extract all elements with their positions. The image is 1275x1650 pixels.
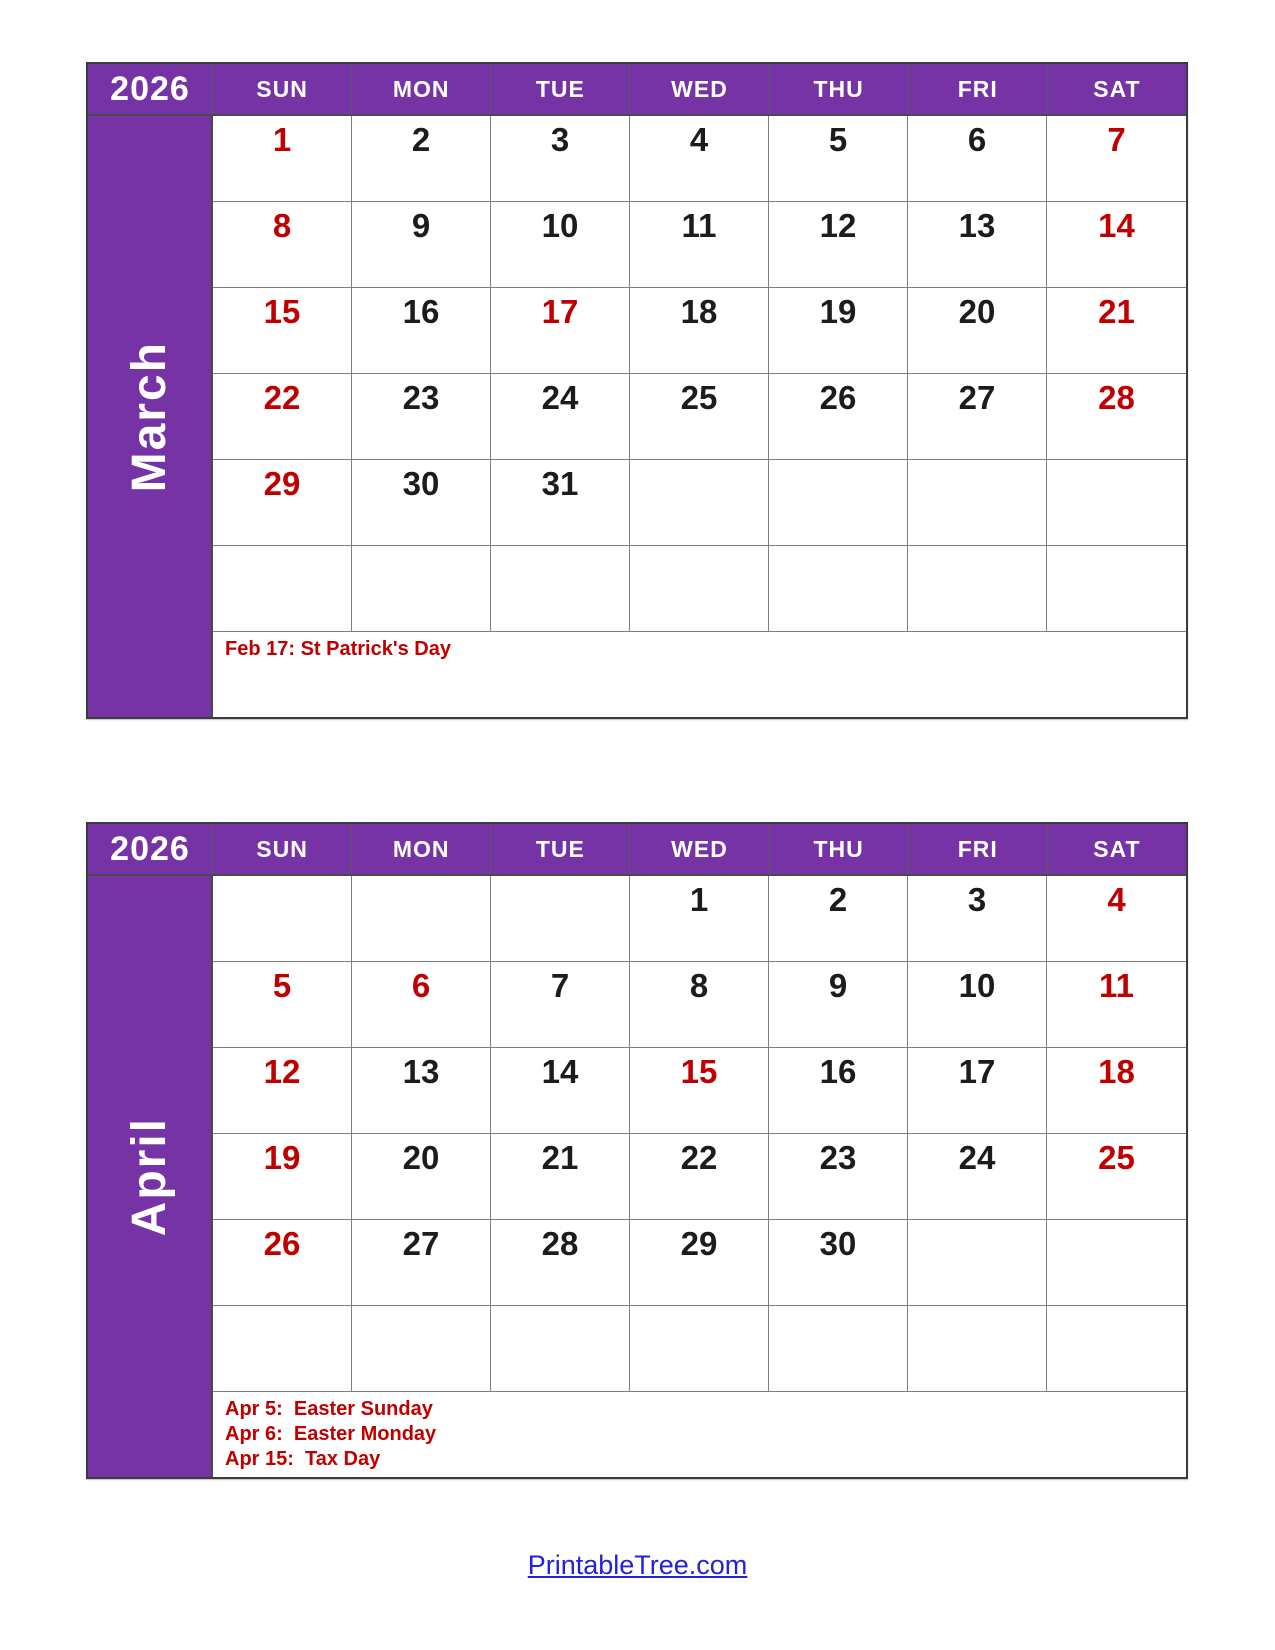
date-number: 29: [263, 465, 301, 502]
date-number: 1: [689, 881, 709, 918]
day-header-wed: WED: [630, 824, 769, 874]
date-number: 21: [541, 1139, 579, 1176]
day-header-sat: SAT: [1048, 824, 1186, 874]
date-number: 19: [819, 293, 857, 330]
date-cell-march-2: [352, 116, 491, 202]
date-cell-april-28: [491, 1220, 630, 1306]
date-cell-march-5: [769, 116, 908, 202]
date-number: 20: [402, 1139, 440, 1176]
date-number: 28: [541, 1225, 579, 1262]
date-number: 23: [402, 379, 440, 416]
date-cell-april-20: [352, 1134, 491, 1220]
date-number: 24: [958, 1139, 996, 1176]
date-cell-march-30: [352, 460, 491, 546]
date-cell-march-1: [213, 116, 352, 202]
day-header-fri: FRI: [909, 64, 1048, 114]
month-sidebar: [88, 116, 213, 717]
date-number: 16: [402, 293, 440, 330]
day-header-fri: FRI: [909, 824, 1048, 874]
date-cell-empty: [352, 876, 491, 962]
date-cell-empty: [1047, 1220, 1186, 1306]
date-cell-april-19: [213, 1134, 352, 1220]
date-number: 14: [1098, 207, 1135, 244]
date-number: 7: [550, 967, 570, 1004]
month-label: April: [123, 1116, 176, 1237]
date-cell-empty: [491, 546, 630, 632]
date-cell-empty: [1047, 546, 1186, 632]
date-cell-empty: [630, 460, 769, 546]
date-cell-empty: [630, 546, 769, 632]
date-cell-empty: [1047, 460, 1186, 546]
day-headers: [213, 64, 1186, 114]
date-cell-april-26: [213, 1220, 352, 1306]
day-header-thu: THU: [770, 824, 909, 874]
date-cell-april-13: [352, 1048, 491, 1134]
date-number: 10: [958, 967, 996, 1004]
date-number: 28: [1098, 379, 1135, 416]
date-number: 19: [263, 1139, 301, 1176]
date-cell-april-29: [630, 1220, 769, 1306]
date-number: 8: [689, 967, 709, 1004]
date-cell-april-8: [630, 962, 769, 1048]
date-number: 22: [680, 1139, 718, 1176]
date-cell-march-16: [352, 288, 491, 374]
date-cell-march-8: [213, 202, 352, 288]
date-cell-april-1: [630, 876, 769, 962]
date-cell-april-6: [352, 962, 491, 1048]
date-cell-april-27: [352, 1220, 491, 1306]
day-header-sun: SUN: [213, 824, 352, 874]
date-cell-march-4: [630, 116, 769, 202]
holiday-notes: [213, 1392, 1186, 1477]
date-cell-empty: [213, 876, 352, 962]
date-number: 6: [411, 967, 431, 1004]
date-number: 3: [967, 881, 987, 918]
date-cell-march-29: [213, 460, 352, 546]
date-number: 12: [819, 207, 857, 244]
date-cell-empty: [1047, 1306, 1186, 1392]
day-header-tue: TUE: [491, 824, 630, 874]
date-cell-empty: [769, 546, 908, 632]
day-header-wed: WED: [630, 64, 769, 114]
date-number: 11: [1099, 967, 1134, 1004]
date-cell-march-9: [352, 202, 491, 288]
date-cell-april-22: [630, 1134, 769, 1220]
date-number: 25: [680, 379, 718, 416]
calendar-body: [88, 116, 1186, 717]
date-cell-april-21: [491, 1134, 630, 1220]
date-cell-march-10: [491, 202, 630, 288]
date-cell-march-27: [908, 374, 1047, 460]
date-cell-april-15: [630, 1048, 769, 1134]
date-number: 2: [411, 121, 431, 158]
date-number: 17: [958, 1053, 996, 1090]
date-number: 6: [967, 121, 987, 158]
date-cell-empty: [769, 1306, 908, 1392]
date-number: 27: [402, 1225, 440, 1262]
date-number: 4: [1107, 881, 1126, 918]
date-number: 2: [828, 881, 848, 918]
date-cell-april-2: [769, 876, 908, 962]
date-number: 5: [272, 967, 292, 1004]
calendar-body: [88, 876, 1186, 1477]
date-number: 23: [819, 1139, 857, 1176]
date-number: 26: [819, 379, 857, 416]
date-number: 26: [263, 1225, 301, 1262]
month-label: March: [123, 340, 176, 493]
date-number: 16: [819, 1053, 857, 1090]
month-sidebar: [88, 876, 213, 1477]
date-number: 14: [541, 1053, 579, 1090]
date-cell-april-11: [1047, 962, 1186, 1048]
date-cell-april-16: [769, 1048, 908, 1134]
date-cell-april-30: [769, 1220, 908, 1306]
date-cell-empty: [908, 546, 1047, 632]
date-number: 22: [263, 379, 301, 416]
printabletree-link[interactable]: PrintableTree.com: [527, 1550, 748, 1580]
date-cell-april-7: [491, 962, 630, 1048]
date-cell-march-20: [908, 288, 1047, 374]
date-cell-empty: [352, 1306, 491, 1392]
date-number: 13: [402, 1053, 440, 1090]
date-number: 12: [263, 1053, 301, 1090]
date-grid: [213, 116, 1186, 632]
date-cell-april-17: [908, 1048, 1047, 1134]
date-cell-march-13: [908, 202, 1047, 288]
date-cell-empty: [352, 546, 491, 632]
date-cell-april-3: [908, 876, 1047, 962]
calendar-header-row: [88, 824, 1186, 876]
date-cell-empty: [491, 1306, 630, 1392]
date-number: 3: [550, 121, 570, 158]
date-cell-march-6: [908, 116, 1047, 202]
day-header-sun: SUN: [213, 64, 352, 114]
date-cell-march-3: [491, 116, 630, 202]
year-label: 2026: [88, 64, 213, 114]
date-number: 10: [541, 207, 579, 244]
date-cell-april-23: [769, 1134, 908, 1220]
date-cell-march-25: [630, 374, 769, 460]
date-cell-april-24: [908, 1134, 1047, 1220]
date-cell-empty: [630, 1306, 769, 1392]
date-cell-empty: [491, 876, 630, 962]
date-number: 18: [1098, 1053, 1135, 1090]
footer: [0, 1550, 1275, 1581]
date-cell-march-22: [213, 374, 352, 460]
date-number: 31: [541, 465, 579, 502]
date-cell-march-26: [769, 374, 908, 460]
date-cell-empty: [213, 546, 352, 632]
date-cell-april-4: [1047, 876, 1186, 962]
day-header-tue: TUE: [491, 64, 630, 114]
date-cell-march-23: [352, 374, 491, 460]
date-number: 9: [411, 207, 431, 244]
date-number: 17: [541, 293, 579, 330]
date-number: 13: [958, 207, 996, 244]
date-cell-april-5: [213, 962, 352, 1048]
date-number: 20: [958, 293, 996, 330]
calendar-header-row: [88, 64, 1186, 116]
date-number: 15: [263, 293, 301, 330]
holiday-note: Feb 17: St Patrick's Day: [225, 638, 451, 660]
date-cell-april-10: [908, 962, 1047, 1048]
day-header-sat: SAT: [1048, 64, 1186, 114]
date-cell-empty: [908, 1306, 1047, 1392]
date-number: 25: [1098, 1139, 1135, 1176]
calendar-april-2026: [86, 822, 1188, 1479]
date-cell-march-19: [769, 288, 908, 374]
date-cell-empty: [908, 1220, 1047, 1306]
date-cell-march-28: [1047, 374, 1186, 460]
date-number: 7: [1107, 121, 1126, 158]
date-number: 27: [958, 379, 996, 416]
date-cell-april-12: [213, 1048, 352, 1134]
holiday-note: Apr 15: Tax Day: [225, 1448, 381, 1471]
date-cell-april-9: [769, 962, 908, 1048]
date-cell-march-12: [769, 202, 908, 288]
date-number: 18: [680, 293, 718, 330]
date-cell-april-25: [1047, 1134, 1186, 1220]
day-header-mon: MON: [352, 824, 491, 874]
date-number: 29: [680, 1225, 718, 1262]
day-headers: [213, 824, 1186, 874]
date-number: 21: [1098, 293, 1135, 330]
calendar-main: [213, 116, 1186, 717]
date-cell-march-7: [1047, 116, 1186, 202]
date-number: 9: [828, 967, 848, 1004]
calendar-march-2026: [86, 62, 1188, 719]
date-cell-april-14: [491, 1048, 630, 1134]
date-number: 5: [828, 121, 848, 158]
date-grid: [213, 876, 1186, 1392]
date-cell-march-17: [491, 288, 630, 374]
date-number: 8: [272, 207, 292, 244]
date-cell-march-18: [630, 288, 769, 374]
date-cell-empty: [908, 460, 1047, 546]
calendar-main: [213, 876, 1186, 1477]
date-number: 11: [681, 207, 717, 244]
date-cell-march-11: [630, 202, 769, 288]
date-cell-march-24: [491, 374, 630, 460]
date-cell-empty: [213, 1306, 352, 1392]
date-number: 30: [402, 465, 440, 502]
date-cell-april-18: [1047, 1048, 1186, 1134]
date-number: 1: [272, 121, 292, 158]
holiday-note: Apr 6: Easter Monday: [225, 1423, 437, 1446]
date-cell-march-31: [491, 460, 630, 546]
holiday-note: Apr 5: Easter Sunday: [225, 1398, 433, 1420]
date-number: 24: [541, 379, 579, 416]
date-number: 15: [680, 1053, 718, 1090]
date-number: 30: [819, 1225, 857, 1262]
date-cell-march-21: [1047, 288, 1186, 374]
date-cell-empty: [769, 460, 908, 546]
holiday-notes: [213, 632, 1186, 717]
date-cell-march-14: [1047, 202, 1186, 288]
year-label: 2026: [88, 824, 213, 874]
day-header-mon: MON: [352, 64, 491, 114]
date-cell-march-15: [213, 288, 352, 374]
day-header-thu: THU: [770, 64, 909, 114]
date-number: 4: [689, 121, 709, 158]
